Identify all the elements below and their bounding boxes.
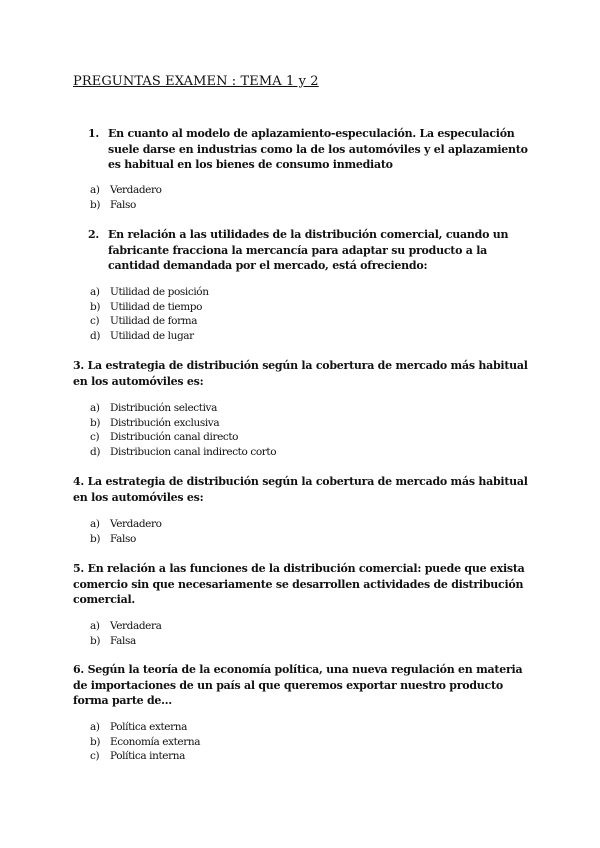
answer-option xyxy=(90,416,276,431)
answer-option xyxy=(90,430,276,445)
question-6-options xyxy=(90,720,200,764)
question-text: 3. La estrategia de distribución según la cobertura de mercado más habitual en los automóviles es: xyxy=(73,359,528,388)
question-text: 6. Según la teoría de la economía política, una nueva regulación en materia de importaciones de un país al que queremos exportar nuestro producto forma parte de… xyxy=(73,663,523,707)
question-text: En cuanto al modelo de aplazamiento-especulación. La especulación suele darse en industrias como la de los automóviles y el aplazamiento es habitual en los bienes de consumo inmediato xyxy=(108,127,528,171)
option-text: Utilidad de posición xyxy=(110,286,209,298)
question-6 xyxy=(73,662,533,709)
answer-option xyxy=(90,619,161,634)
answer-option xyxy=(90,198,162,213)
question-1-options xyxy=(90,183,162,212)
answer-option xyxy=(90,720,200,735)
option-letter: c) xyxy=(90,315,100,328)
option-letter: c) xyxy=(90,750,100,763)
option-letter: d) xyxy=(90,329,101,342)
option-letter: b) xyxy=(90,634,101,647)
answer-option xyxy=(90,749,200,764)
answer-option xyxy=(90,634,161,649)
question-3-options xyxy=(90,401,276,459)
question-2-options xyxy=(90,285,209,343)
question-text: En relación a las utilidades de la distribución comercial, cuando un fabricante fracciona la mercancía para adaptar su producto a la cantidad demandada por el mercado, está ofreciendo: xyxy=(108,228,509,272)
option-text: Distribución selectiva xyxy=(110,402,217,414)
option-letter: a) xyxy=(90,721,100,733)
option-text: Utilidad de lugar xyxy=(110,329,194,342)
option-text: Economía externa xyxy=(110,735,201,748)
option-letter: a) xyxy=(90,286,100,298)
option-text: Verdadero xyxy=(110,518,162,530)
question-number: 2. xyxy=(88,228,99,241)
answer-option xyxy=(90,300,209,315)
question-number: 1. xyxy=(88,127,99,140)
answer-option xyxy=(90,401,276,416)
option-letter: b) xyxy=(90,198,101,211)
option-text: Verdadera xyxy=(110,620,162,632)
option-letter: a) xyxy=(90,518,100,530)
answer-option xyxy=(90,285,209,300)
option-text: Política externa xyxy=(110,721,187,733)
question-3 xyxy=(73,358,533,389)
option-letter: a) xyxy=(90,620,100,632)
option-text: Falso xyxy=(110,198,136,211)
option-letter: b) xyxy=(90,735,101,748)
question-5 xyxy=(73,561,533,608)
option-letter: a) xyxy=(90,184,100,196)
option-text: Distribución exclusiva xyxy=(110,416,220,429)
option-letter: c) xyxy=(90,431,100,444)
option-text: Falsa xyxy=(110,634,136,647)
question-2 xyxy=(88,227,533,274)
option-letter: b) xyxy=(90,416,101,429)
answer-option xyxy=(90,532,162,547)
answer-option xyxy=(90,445,276,460)
option-text: Distribucion canal indirecto corto xyxy=(110,445,277,458)
option-text: Verdadero xyxy=(110,184,162,196)
page-title: PREGUNTAS EXAMEN : TEMA 1 y 2 xyxy=(73,74,319,89)
option-text: Política interna xyxy=(110,750,185,763)
option-text: Utilidad de tiempo xyxy=(110,300,203,313)
option-letter: a) xyxy=(90,402,100,414)
answer-option xyxy=(90,183,162,198)
question-4-options xyxy=(90,517,162,546)
question-4 xyxy=(73,474,533,505)
answer-option xyxy=(90,517,162,532)
option-letter: b) xyxy=(90,532,101,545)
answer-option xyxy=(90,735,200,750)
option-letter: b) xyxy=(90,300,101,313)
question-text: 4. La estrategia de distribución según la cobertura de mercado más habitual en los automóviles es: xyxy=(73,475,528,504)
option-text: Utilidad de forma xyxy=(110,315,198,328)
question-1 xyxy=(88,126,533,173)
answer-option xyxy=(90,329,209,344)
question-5-options xyxy=(90,619,161,648)
option-text: Falso xyxy=(110,532,136,545)
question-text: 5. En relación a las funciones de la distribución comercial: puede que exista comercio sin que necesariamente se desarrollen actividades de distribución comercial. xyxy=(73,562,525,606)
option-text: Distribución canal directo xyxy=(110,431,239,444)
option-letter: d) xyxy=(90,445,101,458)
answer-option xyxy=(90,314,209,329)
